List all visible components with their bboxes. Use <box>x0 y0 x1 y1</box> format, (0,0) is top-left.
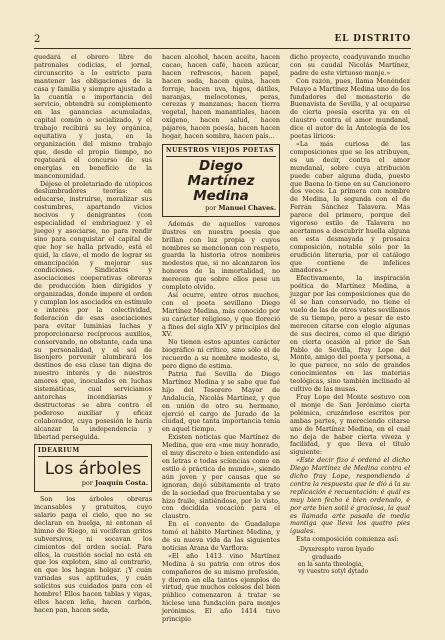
col2-article-paragraph: Patria fué Sevilla de Diego Martínez Medina y se sabe que fué hijo del Tesorero Mayor de Andalucía, Nicolás Martínez, y que en unión de otro su hermano, ejerció el cargo de Jurado de la ciudad, que tanta importancia tenía en aquel tiempo. <box>162 370 280 434</box>
col3-paragraph: Fray Lope del Monte sostuvo con el monje de San Jerónimo cierta polémica, cruzándose escritos por ambas partes, y mereciendo citarse uno de Martínez Medina, en el cual no deja de haber cierta viveza y facilidad, y que lleva el título siguiente: <box>290 392 410 457</box>
byline-author: Manuel Chaves. <box>218 203 276 212</box>
col3-paragraph: «La más curiosa de las composiciones que se les atribuyen, es un decir, contra el amor mundanal, sobre cuya atribución puede caber alguna duda, puesto que Baena lo tiene en su Cancionero dos veces. La primera con nombre de Medina, la segunda con el de Ferrán Sánchez Talavera. Más parece del primero, porque del vigoroso estilo de Talavera no acertamos a descubrir huella alguna en esta desmayada y prosaica composición, notable sólo por la erudición literaria, por el catálogo que contiene de infelices amadores.» <box>290 139 410 275</box>
poem-line: graduado <box>312 553 342 561</box>
col2-article-paragraph: En el convento de Guadalupe tomó el hábito Martínez Medina, y de su nueva vida da las siguientes noticias Arana de Varflora: <box>162 520 280 552</box>
page-number: 2 <box>34 34 41 45</box>
col3-paragraph: Con razón, pues, llama Menéndez Pelayo a Martínez Medina uno de los fundadores del monasterio de Buenavista de Sevilla, y al ocuparse de cierta poesía escrita ya en el claustro contra el amor mundanal, dice el autor de la Antología de los poetas líricos: <box>290 76 410 141</box>
poets-box <box>162 144 280 217</box>
byline-author: Joaquín Costa. <box>95 479 148 488</box>
column-3 <box>290 54 410 576</box>
masthead: EL DISTRITO <box>334 34 411 44</box>
poem-line: vy vuestro sotyl dytado <box>298 568 369 576</box>
col1-paragraph: Déjese el proletariado de utópicos deslumbradores teorías: en educarse, instruirse, moralizar sus costumbres, apartando vicios nocivos y denigrantes (con especialidad el embriaguez y el juego) y asociarse, no para rendir sino para conquistar el capital de que hoy se halla privado, está el quid, la clave, el modo de lograr su emancipación y mejorar sus condiciones. Sindicatos y asociaciones cooperativas obreras de producción bien dirigidos y organizadas, donde impere el orden y cumplan los asociados en estímulo e interés por la colectividad, federación de esas asociaciones para evitar luminias luchas y proporcionarse recíprocos auxilios, conservando, no obstante, cada una su personalidad, y el sol de lisonjero porvenir alumbrará los destinos de esa clase tan digna de nuestro interés y de nuestros amores que, inoculados en luchas sistemáticas, cual serviciamos antorchas incendiarias y destructoras se abra contra el poderoso auxiliar y eficaz colaborador, cuya posesión le haría alcanzar la independencia y libertad perseguida. <box>34 179 152 441</box>
col2-article-paragraph: No tienen estos apuntes carácter biográfico ni crítico, sino sólo el de recuerdo a su nombre modesto, si, pero digno de estima. <box>162 338 280 371</box>
col2-article-paragraph: Además de aquellos varones ilustres en nuestra poesía que brillan con luz propia y cuyos nombres se mencionan con respeto, guarda la historia otros nombres modestos que, si no alcanzaron los honores de la inmortalidad, no merecen que sobre ellos pese un completo olvido. <box>162 219 280 292</box>
article-byline <box>38 480 148 488</box>
idearium-box <box>34 444 152 492</box>
col3-paragraph: dicho proyecto, coadyuvando mucho con su caudal Nicolás Martínez, padre de este virtuoso monje.» <box>290 53 410 77</box>
byline-prefix: por <box>205 203 217 212</box>
poem-intro: Esta composición comienza así: <box>296 535 399 544</box>
poem-line: en la santa theologia, <box>298 561 364 568</box>
article-title: Los árboles <box>44 459 142 480</box>
byline-prefix: por <box>81 479 93 488</box>
page-header <box>34 34 411 49</box>
col2-article-paragraph: Existen noticias que Martínez de Medina, que era «me muy honrado, el muy discreto e bien entendido así en letras e todas sciencias como en estilo é práctica de mundo», siendo aún joven y por causas que se ignoran, dejó súbitamente el trato de la sociedad que frecuentaba y se hizo fraile, sintiéndose, por lo visto, con decidida vocación para el claustro. <box>162 433 280 521</box>
article-title: Diego Martínez Medina <box>187 157 255 204</box>
poem <box>290 546 410 576</box>
poem-line: -Dyxerespto varon byado <box>298 546 374 554</box>
col2-article-paragraph: Así ocurre, entre otros muchos, con el poeta sevillano Diego Martínez Medina, más conocido por su carácter religioso, y que floreció a fines del siglo XIV y principios del XV. <box>162 290 280 339</box>
col1-paragraph: quedará el obrero libre de patronales codicias, el jornal, circunscrito a lo estricto para mantener las obligaciones de la casa y familia y siempre ajustado a la cuantía e importancia del servicio, obtendrá su complemento en las ganancias acumuladas, capital común o socializado, y el trabajo recibirá su ley orgánica, equitativa y justa, en la organización del mismo trabajo que, desde el propio tiempo, no regateará el concurso de sus energías en beneficio de la mancomunidad. <box>34 53 152 180</box>
col2-paragraph: hacen alcohol, hacen aceite, hacen cacao, hacen café, hacen azúcar, hacen refrescos, hacen papel, hacen seda, hacen quina, hacen forraje, hacen uva, higos, dátiles, naranjas, melocotones, peras, cerezas y manzanas; hacen tierra vegetal, hacen manantiales, hacen oxígeno, hacen salud, hacen pájaros, hacen poesía, hacen hacen hogar, hacen sombra, hacen país... <box>162 53 280 141</box>
column-1 <box>34 54 152 615</box>
section-kicker: NUESTROS VIEJOS POETAS <box>166 147 276 157</box>
col3-paragraph: Efectivamente, la inspiración poética de Martínez Medina, a juzgar por las composiciones que de él se han conservado, no tiene el vuelo de las de otros vates sevillanos de su tiempo, pero a pesar de esto merecen citarse con elogio algunas de sus decires, como el que dirigió en cierta ocasión al prior de San Pablo de Sevilla, fray Lope del Monte, amigo del poeta y persona, a lo que parece, no sólo de grandes conocimientos en las materias teológicas, sino también inclinado al cultivo de las musas. <box>290 274 410 394</box>
col1-article-paragraph: Son los árboles obreras incansables y gratuitos, cuyo salario paga el cielo, que no se declaran en huelga, ni entonan el himno de Riego, ni vociferan gritos subversivos, ni socavan los cimientos del orden social. Para ellos, la cuestión social no está en que los exploten, sino al contrario, en que los hagan holgar. ¡Y cuán variadas sus aptitudes, y cuán solícitos sus cuidados para con el hombre! Ellos hacen tablas y vigas, ellos hacen leña, hacen carbón, hacen pan, hacen seda, <box>34 495 152 614</box>
article-byline <box>166 205 276 213</box>
col2-article-paragraph: «El año 1413 vino Martínez Medina á su patria con otros dos compañeros de su mismo profesión, y dieron en ella tantos ejemplos de virtud, que muchos celosos del bien público comenzaron á tratar se hiciese una fundación para monjes jerónimos. El año 1414 tuvo principio <box>162 551 280 624</box>
section-kicker: IDEARIUM <box>38 447 148 457</box>
col3-paragraph: «Este decir fizo é ordenó el dicho Diego Martínez de Medina contra el dicho fray Lope, respondiendo á contra la respuesta que le dió á la su replicación é recuentación: é quál es muy bien fecho é bien ordenado, é por arte bien sotil é graciosa, la qual es llamada arte pasada de media mantiga que lleva los quatro pies iguales. <box>290 456 410 536</box>
column-2 <box>162 54 280 624</box>
